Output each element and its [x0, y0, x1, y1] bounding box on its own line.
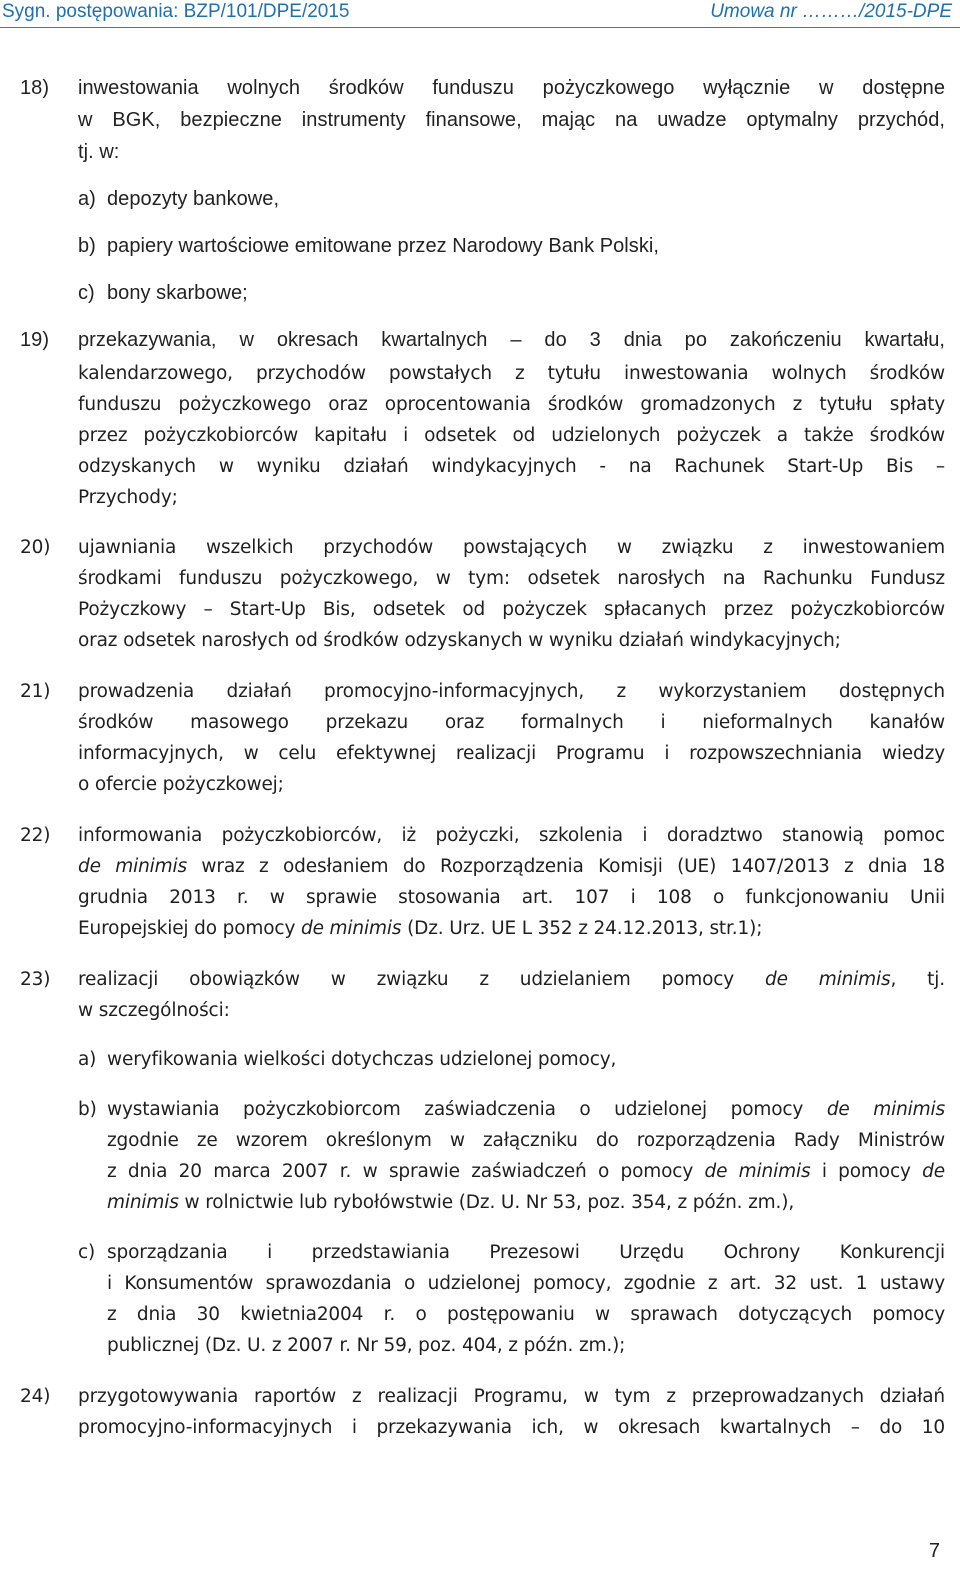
item-text-line: oraz odsetek narosłych od środków odzyskanych w wyniku działań windykacyjnych;: [78, 630, 841, 651]
item-number: 21): [20, 681, 51, 702]
italic-term: de minimis: [765, 969, 891, 990]
text-run: wystawiania pożyczkobiorcom zaświadczenia o udzielonej pomocy: [107, 1099, 827, 1120]
text-run: w rolnictwie lub rybołówstwie (Dz. U. Nr 53, poz. 354, z późn. zm.),: [178, 1192, 795, 1213]
text-run: , tj.: [890, 969, 945, 990]
item-text-line: [78, 851, 945, 882]
sub-item-text: publicznej (Dz. U. z 2007 r. Nr 59, poz. 404, z późn. zm.);: [107, 1335, 626, 1356]
item-text-line: Pożyczkowy – Start-Up Bis, odsetek od pożyczek spłacanych przez pożyczkobiorców: [78, 599, 945, 620]
sub-item: [0, 183, 960, 215]
sub-item: [0, 277, 960, 309]
italic-term: de minimis: [826, 1099, 945, 1120]
sub-item-text: z dnia 30 kwietnia2004 r. o postępowaniu w sprawach dotyczących pomocy: [107, 1304, 945, 1325]
item-text-line: środków masowego przekazu oraz formalnych i nieformalnych kanałów: [78, 712, 945, 733]
list-item-22: [0, 820, 960, 944]
item-text-line: w szczególności:: [78, 1000, 230, 1021]
sub-item-text: zgodnie ze wzorem określonym w załączniku do rozporządzenia Rady Ministrów: [107, 1130, 945, 1151]
list-item-18: [0, 72, 960, 168]
page-number: 7: [928, 1540, 940, 1562]
item-text-line: informacyjnych, w celu efektywnej realizacji Programu i rozpowszechniania wiedzy: [78, 743, 945, 764]
item-number: 19): [20, 329, 50, 351]
sub-item-letter: a): [78, 1049, 97, 1070]
text-run: i pomocy: [810, 1161, 923, 1182]
sub-item-letter: a): [78, 188, 96, 210]
item-text-line: Przychody;: [78, 487, 178, 508]
sub-item: [0, 1094, 960, 1218]
italic-term: minimis: [107, 1192, 179, 1213]
text-run: wraz z odesłaniem do Rozporządzenia Komisji (UE) 1407/2013 z dnia 18: [187, 856, 945, 877]
document-body: [0, 72, 960, 1443]
header-contract-number: Umowa nr ………/2015-DPE: [710, 1, 952, 22]
text-run: (Dz. Urz. UE L 352 z 24.12.2013, str.1);: [401, 918, 763, 939]
item-text-line: ujawniania wszelkich przychodów powstających w związku z inwestowaniem: [78, 537, 945, 558]
list-item-23: [0, 964, 960, 1026]
item-text-line: grudnia 2013 r. w sprawie stosowania art. 107 i 108 o funkcjonowaniu Unii: [78, 887, 945, 908]
list-item-20: [0, 532, 960, 656]
item-text-line: [78, 964, 945, 995]
item-text-line: [78, 913, 945, 944]
item-text-line: przygotowywania raportów z realizacji Programu, w tym z przeprowadzanych działań: [78, 1386, 945, 1407]
page-header: [0, 0, 960, 26]
italic-term: de minimis: [301, 918, 402, 939]
item-text-line: przez pożyczkobiorców kapitału i odsetek od udzielonych pożyczek a także środków: [78, 425, 945, 446]
header-case-number: Sygn. postępowania: BZP/101/DPE/2015: [2, 1, 350, 22]
list-item-21: [0, 676, 960, 800]
sub-item-text: [107, 1187, 945, 1218]
item-text-line: tj. w:: [78, 141, 120, 163]
sub-item-text: papiery wartościowe emitowane przez Narodowy Bank Polski,: [107, 235, 659, 257]
text-run: Europejskiej do pomocy: [78, 918, 301, 939]
text-run: realizacji obowiązków w związku z udzielaniem pomocy: [78, 969, 766, 990]
item-number: 24): [20, 1386, 51, 1407]
sub-item-text: depozyty bankowe,: [107, 188, 280, 210]
item-number: 23): [20, 969, 51, 990]
item-text-line: odzyskanych w wyniku działań windykacyjnych - na Rachunek Start-Up Bis –: [78, 456, 945, 477]
sub-item-letter: c): [78, 282, 95, 304]
sub-item-letter: c): [78, 1242, 96, 1263]
item-text-line: promocyjno-informacyjnych i przekazywania ich, w okresach kwartalnych – do 10: [78, 1417, 945, 1438]
item-text-line: kalendarzowego, przychodów powstałych z tytułu inwestowania wolnych środków: [78, 363, 945, 384]
item-number: 18): [20, 77, 50, 99]
item-text-line: funduszu pożyczkowego oraz oprocentowania środków gromadzonych z tytułu spłaty: [78, 394, 945, 415]
list-item-24: [0, 1381, 960, 1443]
item-text-line: środkami funduszu pożyczkowego, w tym: odsetek narosłych na Rachunku Fundusz: [78, 568, 945, 589]
italic-term: de minimis: [704, 1161, 811, 1182]
sub-item-text: bony skarbowe;: [107, 282, 248, 304]
sub-item: [0, 1044, 960, 1075]
item-text-line: inwestowania wolnych środków funduszu pożyczkowego wyłącznie w dostępne: [78, 77, 945, 99]
text-run: z dnia 20 marca 2007 r. w sprawie zaświadczeń o pomocy: [107, 1161, 705, 1182]
sub-item: [0, 1237, 960, 1361]
item-text-line: prowadzenia działań promocyjno-informacyjnych, z wykorzystaniem dostępnych: [78, 681, 945, 702]
item-text-line: informowania pożyczkobiorców, iż pożyczki, szkolenia i doradztwo stanowią pomoc: [78, 825, 945, 846]
sub-item-text: [107, 1094, 945, 1125]
sub-item: [0, 230, 960, 262]
sub-item-text: [107, 1156, 945, 1187]
sub-item-text: sporządzania i przedstawiania Prezesowi Urzędu Ochrony Konkurencji: [107, 1242, 945, 1263]
sub-item-letter: b): [78, 235, 96, 257]
list-item-19-cont: [0, 358, 960, 513]
item-text-line: w BGK, bezpieczne instrumenty finansowe, mając na uwadze optymalny przychód,: [78, 109, 945, 131]
sub-item-letter: b): [78, 1099, 97, 1120]
item-text-line: przekazywania, w okresach kwartalnych – do 3 dnia po zakończeniu kwartału,: [78, 329, 945, 351]
italic-term: de minimis: [78, 856, 188, 877]
sub-item-text: i Konsumentów sprawozdania o udzielonej pomocy, zgodnie z art. 32 ust. 1 ustawy: [107, 1273, 945, 1294]
item-text-line: o ofercie pożyczkowej;: [78, 774, 284, 795]
item-number: 22): [20, 825, 51, 846]
item-number: 20): [20, 537, 51, 558]
header-rule: [0, 27, 960, 28]
sub-item-text: weryfikowania wielkości dotychczas udzielonej pomocy,: [107, 1049, 617, 1070]
italic-term: de: [922, 1161, 945, 1182]
list-item-19: [0, 324, 960, 356]
